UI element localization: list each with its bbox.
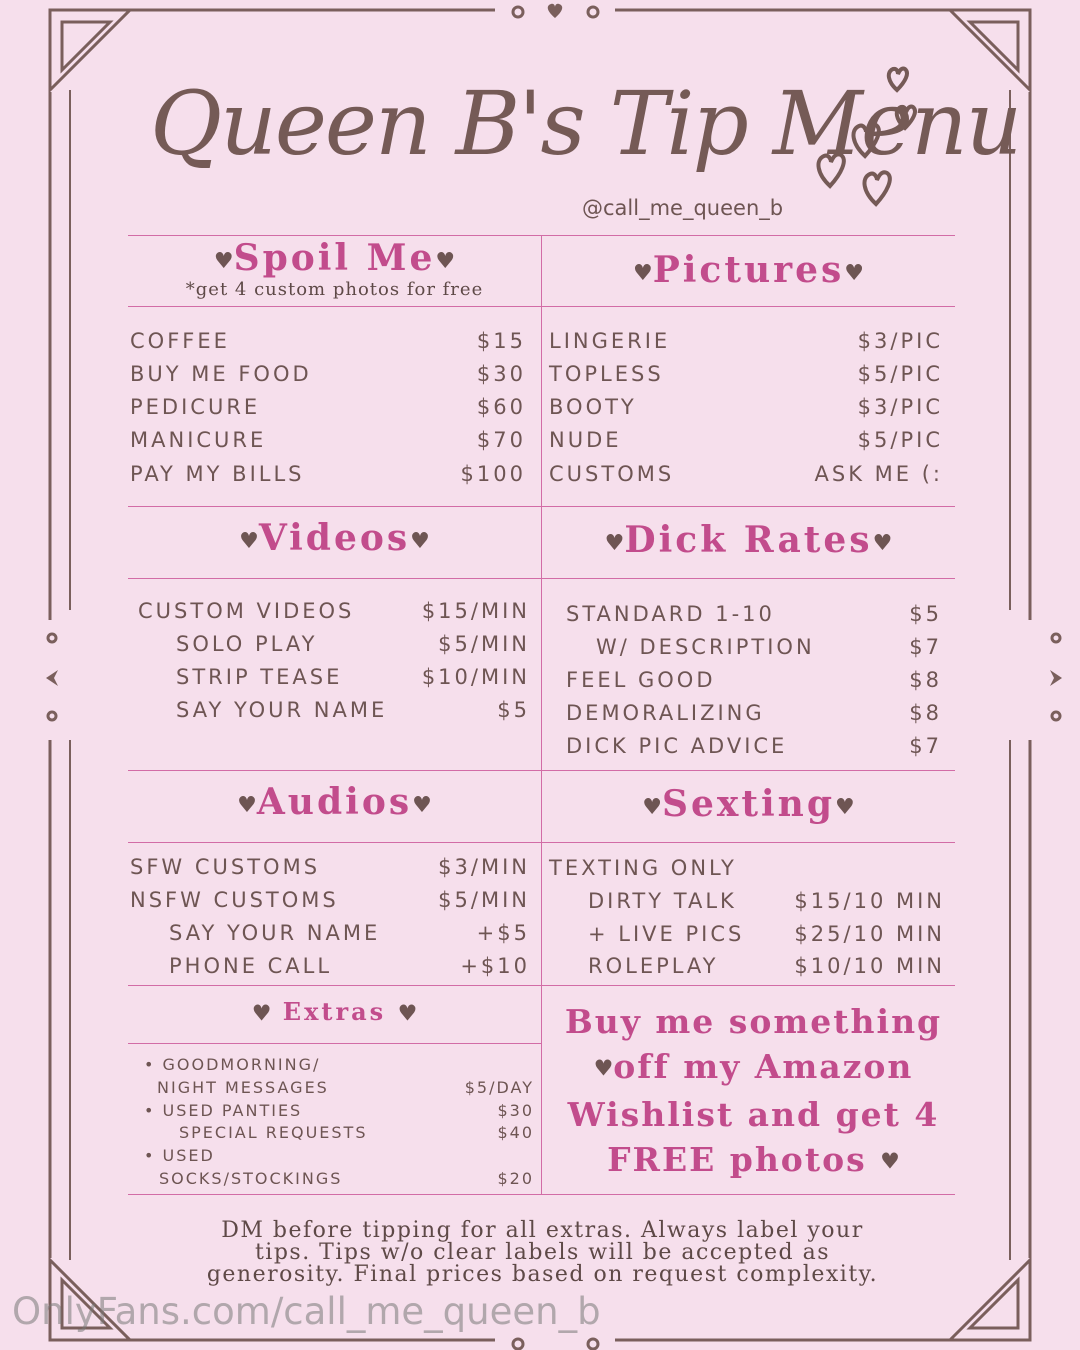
sexting-heading: ♥Sexting♥: [642, 783, 855, 825]
list-item: SPECIAL REQUESTS $40: [179, 1122, 534, 1142]
heart-icon: ♥: [412, 792, 432, 818]
wishlist-line: FREE photos ♥: [607, 1139, 900, 1179]
list-item: NIGHT MESSAGES $5/DAY: [157, 1077, 534, 1097]
list-item: STRIP TEASE $10/MIN: [176, 665, 530, 689]
list-item: PHONE CALL +$10: [169, 954, 530, 978]
heart-icon: ♥: [844, 260, 865, 286]
list-item: DEMORALIZING $8: [566, 701, 942, 725]
wishlist-line: Buy me something: [564, 1002, 943, 1041]
list-item: PAY MY BILLS $100: [130, 462, 526, 486]
list-item: DICK PIC ADVICE $7: [566, 734, 942, 758]
heart-icon: ♥: [213, 248, 234, 274]
dick-rates-heading: ♥Dick Rates♥: [604, 519, 893, 561]
list-item: BUY ME FOOD $30: [130, 362, 526, 386]
list-item: • USED PANTIES $30: [144, 1100, 534, 1120]
column-divider: [541, 235, 542, 1194]
wishlist-line: Wishlist and get 4: [567, 1094, 940, 1134]
list-item: SOCKS/STOCKINGS $20: [159, 1168, 534, 1188]
heart-icon: ♥: [872, 530, 893, 556]
footer-line: DM before tipping for all extras. Always label your: [221, 1218, 864, 1243]
videos-heading: ♥Videos♥: [239, 517, 430, 559]
footer-line: generosity. Final prices based on request complexity.: [206, 1262, 879, 1287]
page-title: Queen B's Tip Menu: [150, 72, 1021, 175]
list-item: CUSTOM VIDEOS $15/MIN: [138, 599, 530, 623]
spoil-me-heading: ♥Spoil Me♥: [213, 237, 456, 279]
wishlist-line: ♥off my Amazon: [593, 1047, 914, 1086]
divider: [128, 1194, 955, 1195]
heart-icon: ♥: [604, 530, 625, 556]
tip-menu-grid: [128, 235, 955, 1195]
heart-icon: ♥: [237, 792, 257, 818]
list-item: PEDICURE $60: [130, 395, 526, 419]
heart-icon: ♥: [435, 248, 456, 274]
list-item: + LIVE PICS $25/10 MIN: [588, 922, 945, 946]
watermark: OnlyFans.com/call_me_queen_b: [12, 1290, 601, 1333]
list-item: SFW CUSTOMS $3/MIN: [130, 855, 530, 879]
list-item: • GOODMORNING/: [144, 1054, 321, 1074]
list-item: STANDARD 1-10 $5: [566, 602, 942, 626]
heart-icon: ♥: [593, 1055, 614, 1082]
list-item: BOOTY $3/PIC: [549, 395, 943, 419]
heart-icon: ♥: [239, 528, 259, 554]
footer-disclaimer: [130, 1220, 955, 1286]
list-item: SOLO PLAY $5/MIN: [176, 632, 530, 656]
heart-icon: ♥: [880, 1148, 900, 1174]
list-item: TEXTING ONLY: [549, 856, 737, 880]
list-item: NSFW CUSTOMS $5/MIN: [130, 888, 530, 912]
social-handle: @call_me_queen_b: [582, 196, 784, 220]
list-item: CUSTOMS ASK ME (:: [549, 462, 943, 486]
heart-icon: ♥: [835, 794, 855, 820]
footer-line: tips. Tips w/o clear labels will be accepted as: [254, 1240, 831, 1265]
list-item: FEEL GOOD $8: [566, 668, 942, 692]
spoil-me-note: *get 4 custom photos for free: [185, 279, 484, 300]
heart-icon: ♥: [251, 1000, 272, 1027]
heart-icon: ♥: [642, 794, 662, 820]
list-item: SAY YOUR NAME $5: [176, 698, 530, 722]
heart-icon: ♥: [632, 260, 653, 286]
list-item: LINGERIE $3/PIC: [549, 329, 943, 353]
wishlist-promo: [556, 999, 951, 1184]
list-item: DIRTY TALK $15/10 MIN: [588, 889, 945, 913]
list-item: W/ DESCRIPTION $7: [596, 635, 942, 659]
pictures-heading: ♥Pictures♥: [632, 249, 865, 291]
list-item: SAY YOUR NAME +$5: [169, 921, 530, 945]
list-item: • USED: [144, 1145, 215, 1165]
list-item: MANICURE $70: [130, 428, 526, 452]
list-item: ROLEPLAY $10/10 MIN: [588, 954, 945, 978]
heart-icon: ♥: [410, 528, 430, 554]
list-item: COFFEE $15: [130, 329, 526, 353]
audios-heading: ♥Audios♥: [237, 781, 432, 823]
list-item: NUDE $5/PIC: [549, 428, 943, 452]
list-item: TOPLESS $5/PIC: [549, 362, 943, 386]
extras-heading: ♥ Extras ♥: [251, 997, 418, 1027]
divider: [128, 1043, 541, 1044]
heart-icon: ♥: [397, 1000, 418, 1027]
